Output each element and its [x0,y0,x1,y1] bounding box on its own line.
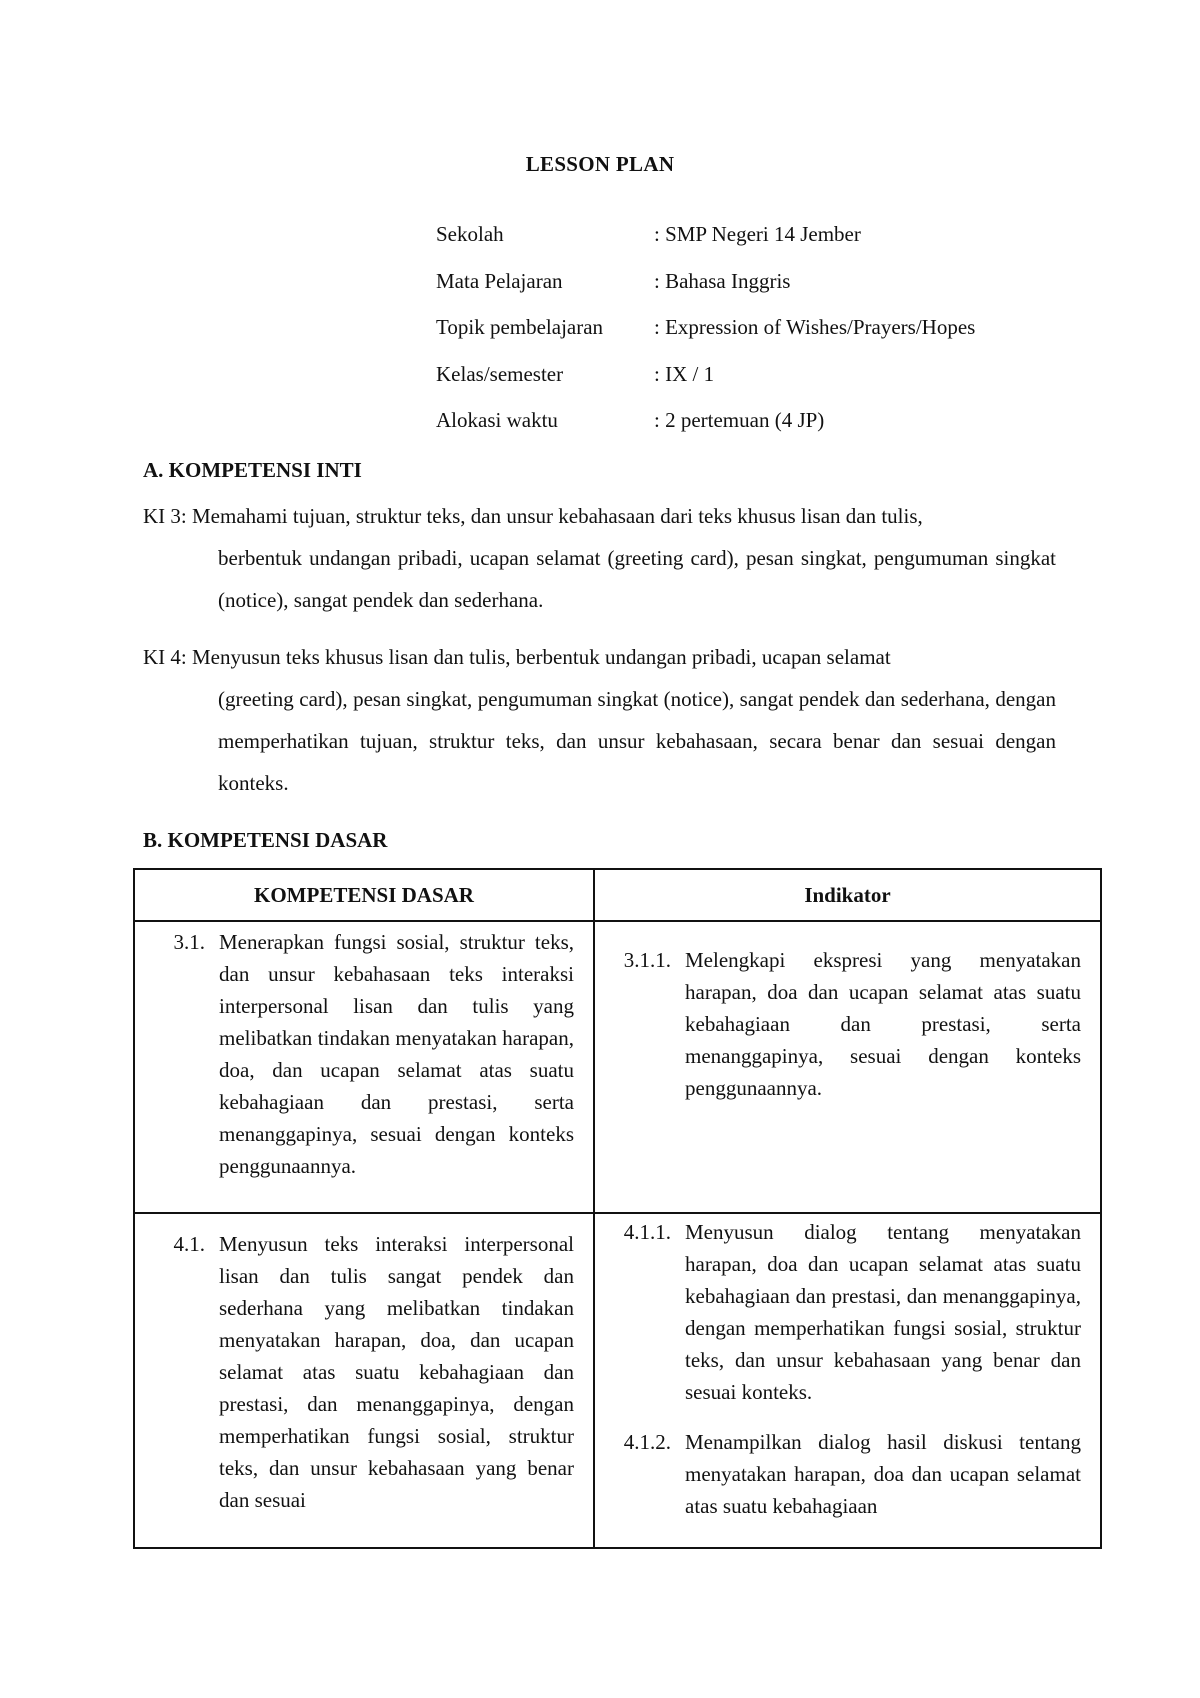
kd-item [135,1214,593,1516]
info-label: Alokasi waktu [436,408,558,432]
indicator-number: 4.1.1. [623,1220,671,1244]
ki4-paragraph [143,636,1056,804]
table-header-kd: KOMPETENSI DASAR [134,869,594,921]
info-value: : Expression of Wishes/Prayers/Hopes [654,315,976,339]
info-label: Sekolah [436,222,504,246]
section-a-heading: A. KOMPETENSI INTI [143,458,362,482]
kd-cell [134,1213,594,1548]
info-value: : SMP Negeri 14 Jember [654,222,861,246]
info-row-topik [436,315,975,362]
kd-cell [134,921,594,1213]
ki3-continuation: berbentuk undangan pribadi, ucapan selamat (greeting card), pesan singkat, pengumuman singkat (notice), sangat pendek dan sederhana. [218,546,1056,612]
table-row [134,921,1101,1213]
indicator-item [595,1426,1081,1522]
table-header-indikator: Indikator [594,869,1101,921]
ki4-continuation: (greeting card), pesan singkat, pengumuman singkat (notice), sangat pendek dan sederhana, dengan memperhatikan tujuan, struktur teks, dan unsur kebahasaan, secara benar dan sesuai dengan konteks. [218,687,1056,795]
info-row-sekolah [436,222,975,269]
kd-number: 3.1. [173,930,205,954]
indicator-cell [594,921,1101,1213]
indicator-list [595,1214,1100,1522]
info-value: : 2 pertemuan (4 JP) [654,408,825,432]
info-row-mata-pelajaran [436,269,975,316]
indicator-text: Menampilkan dialog hasil diskusi tentang menyatakan harapan, doa dan ucapan selamat atas suatu kebahagiaan [685,1430,1081,1518]
info-block [436,222,975,455]
info-value: : Bahasa Inggris [654,268,791,293]
page-title: LESSON PLAN [525,152,675,176]
indicator-number: 4.1.2. [623,1430,671,1454]
info-row-kelas [436,362,975,409]
ki3-first-line: KI 3: Memahami tujuan, struktur teks, dan unsur kebahasaan dari teks khusus lisan dan tulis, [143,504,923,528]
table-row [134,1213,1101,1548]
info-label: Topik pembelajaran [436,315,604,339]
kompetensi-dasar-table [133,868,1102,1549]
table-header-row [134,869,1101,921]
indicator-cell [594,1213,1101,1548]
info-row-alokasi [436,408,975,455]
info-label: Mata Pelajaran [436,268,563,293]
kd-item [135,922,593,1182]
ki3-paragraph [143,495,1056,621]
kd-text: Menyusun teks interaksi interpersonal lisan dan tulis sangat pendek dan sederhana yang melibatkan tindakan menyatakan harapan, doa, dan ucapan selamat atas suatu kebahagiaan dan prestasi, dan menanggapinya, dengan memperhatikan fungsi sosial, struktur teks, dan unsur kebahasaan yang benar dan sesuai [219,1232,574,1512]
indicator-item [595,944,1081,1104]
indicator-number: 3.1.1. [623,948,671,972]
kd-number: 4.1. [173,1232,205,1256]
indicator-text: Menyusun dialog tentang menyatakan harapan, doa dan ucapan selamat atas suatu kebahagiaan dan prestasi, dan menanggapinya, dengan memperhatikan fungsi sosial, struktur teks, dan unsur kebahasaan yang benar dan sesuai konteks. [685,1220,1081,1404]
indicator-list [595,922,1100,1104]
indicator-item [595,1216,1081,1408]
info-value: : IX / 1 [654,361,715,386]
kd-text: Menerapkan fungsi sosial, struktur teks, dan unsur kebahasaan teks interaksi interpersonal lisan dan tulis yang melibatkan tindakan menyatakan harapan, doa, dan ucapan selamat atas suatu kebahagiaan dan prestasi, serta menanggapinya, sesuai dengan konteks penggunaannya. [219,930,574,1178]
section-b-heading: B. KOMPETENSI DASAR [143,828,388,852]
info-label: Kelas/semester [436,361,564,386]
ki4-first-line: KI 4: Menyusun teks khusus lisan dan tulis, berbentuk undangan pribadi, ucapan selamat [143,645,891,669]
indicator-text: Melengkapi ekspresi yang menyatakan harapan, doa dan ucapan selamat atas suatu kebahagiaan dan prestasi, serta menanggapinya, sesuai dengan konteks penggunaannya. [685,948,1081,1100]
